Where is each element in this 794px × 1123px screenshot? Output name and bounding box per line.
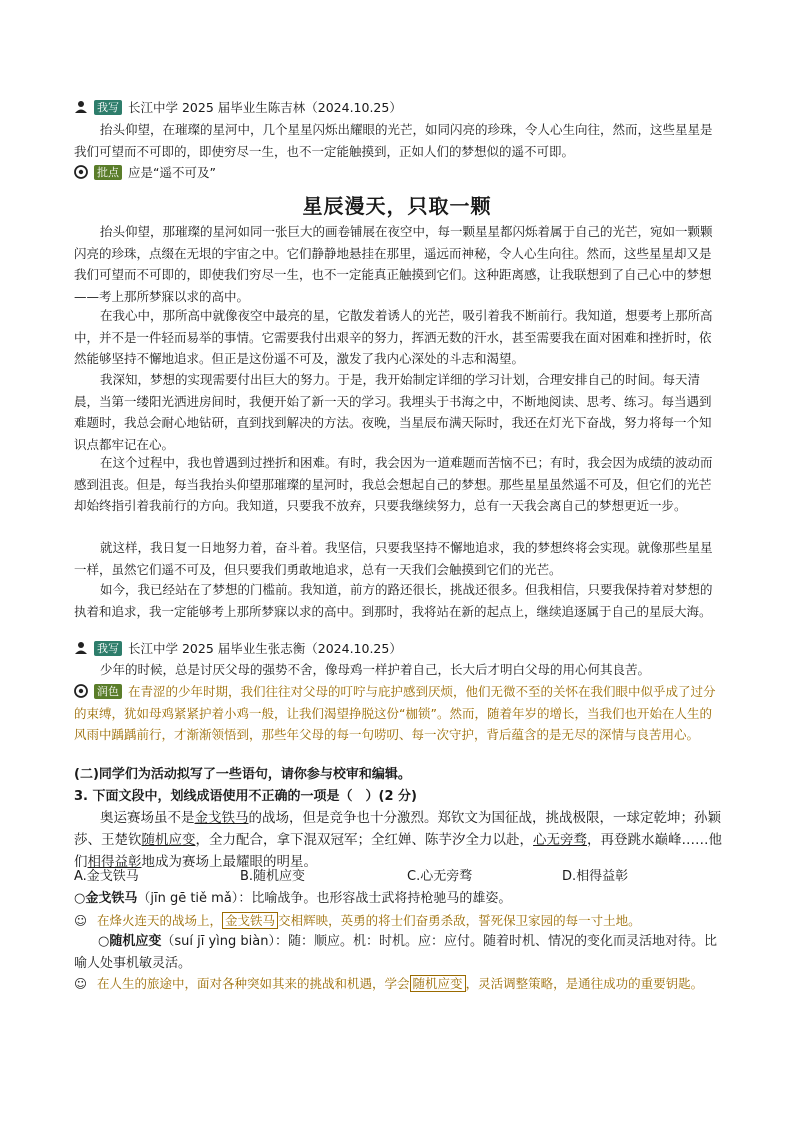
sample1-text: 抬头仰望，在璀璨的星河中，几个星星闪烁出耀眼的光芒，如同闪亮的珍珠，令人心生向往，然而，这些星星是我们可望而不可即的，即使穷尽一生，也不一定能触摸到，正如人们的梦想似的遥不可即。: [74, 122, 713, 159]
sample1-note-tag: 批点: [94, 165, 122, 180]
underlined-idiom: 随机应变: [141, 832, 196, 848]
sample1-note-text: 应是“遥不可及”: [128, 165, 216, 180]
essay-paragraph: 如今，我已经站在了梦想的门槛前。我知道，前方的路还很长，挑战还很多。但我相信，只要我保持着对梦想的执着和追求，我一定能够考上那所梦寐以求的高中。到那时，我将站在新的起点上，继续追逐属于自己的星辰大海。: [74, 582, 713, 619]
writer-icon: [74, 641, 88, 655]
sample1-tag: 我写: [94, 100, 122, 115]
passage-text: ，全力配合，拿下混双冠军；全红婵、陈芋汐全力以赴，: [195, 832, 533, 848]
question-passage: [74, 807, 722, 873]
passage-text: ，再登跳水巅峰……他们: [74, 832, 722, 870]
example-text: 在人生的旅途中，面对各种突如其来的挑战和机遇，学会: [97, 976, 410, 991]
option-b[interactable]: B.随机应变: [240, 869, 306, 884]
option-c[interactable]: C.心无旁骛: [407, 869, 473, 884]
underlined-idiom: 金戈铁马: [194, 810, 249, 826]
sample2-header: [74, 638, 722, 659]
entry-definition: ：比喻战争。也形容战士武将持枪驰马的雄姿。: [238, 891, 512, 906]
sample2-note: [74, 681, 722, 746]
entry-term: 金戈铁马: [85, 891, 138, 906]
example-text: 交相辉映，英勇的将士们奋勇杀敌，誓死保卫家园的每一寸土地。: [278, 913, 641, 928]
target-icon: [74, 684, 88, 698]
writer-icon: [74, 100, 88, 114]
circle-bullet-icon: ○: [74, 891, 86, 906]
question-stem: 3. 下面文段中，划线成语使用不正确的一项是（ ）(2 分): [74, 789, 417, 804]
essay-title: 星辰漫天，只取一颗: [302, 194, 492, 218]
essay-paragraph: 在这个过程中，我也曾遇到过挫折和困难。有时，我会因为一道难题而苦恼不已；有时，我会因为成绩的波动而感到沮丧。但是，每当我抬头仰望那璀璨的星河时，我总会想起自己的梦想。那些星星虽然遥不可及，但它们的光芒却始终指引着我前行的方向。我知道，只要我不放弃，只要我继续努力，总有一天我会离自己的梦想更近一步。: [74, 455, 713, 513]
passage-text: 的战场，但是竞争也十分激烈。郑钦文为国征战，挑战极限，一球定乾坤；孙颖莎、王楚钦: [74, 810, 721, 848]
sample1-header: [74, 97, 722, 118]
smiley-icon: ☺: [74, 913, 88, 928]
sample1-note: [74, 162, 722, 183]
entry-pinyin: （suí jī yìng biàn）: [161, 934, 275, 949]
essay-paragraph: 我深知，梦想的实现需要付出巨大的努力。于是，我开始制定详细的学习计划，合理安排自己的时间。每天清晨，当第一缕阳光洒进房间时，我便开始了新一天的学习。我埋头于书海之中，不断地阅读、思考、练习。每当遇到难题时，我总会耐心地钻研，直到找到解决的方法。夜晚，当星辰布满天际时，我还在灯光下奋战，努力将每一个知识点都牢记在心。: [74, 372, 712, 452]
entry-pinyin: （jīn gē tiě mǎ）: [137, 891, 239, 906]
underlined-idiom: 相得益彰: [87, 854, 142, 870]
option-a[interactable]: A.金戈铁马: [74, 869, 139, 884]
target-icon: [74, 165, 88, 179]
sample2-note-text: 在青涩的少年时期，我们往往对父母的叮咛与庇护感到厌烦，他们无微不至的关怀在我们眼中似乎成了过分的束缚，犹如母鸡紧紧护着小鸡一般，让我们渴望挣脱这份“枷锁”。然而，随着年岁的增长，当我们也开始在人生的风雨中踽踽前行，才渐渐领悟到，那些年父母的每一句唠叨、每一次守护，背后蕴含的是无尽的深情与良苦用心。: [74, 684, 716, 742]
example-2: [74, 973, 722, 995]
section-heading: (二)同学们为活动拟写了一些语句，请你参与校审和编辑。: [74, 767, 411, 782]
boxed-idiom: 金戈铁马: [222, 912, 278, 929]
entry-definition: ：随：顺应。机：时机。应：应付。随着时机、情况的变化而灵活地对待。比喻人处事机敏灵活。: [74, 934, 717, 971]
sample2-author: 长江中学 2025 届毕业生张志衡（2024.10.25）: [128, 641, 402, 656]
sample2-note-tag: 润色: [94, 684, 122, 699]
entry-term: 随机应变: [109, 934, 162, 949]
essay-paragraph: 就这样，我日复一日地努力着，奋斗着。我坚信，只要我坚持不懈地追求，我的梦想终将会实现。就像那些星星一样，虽然它们遥不可及，但只要我们勇敢地追求，总有一天我们会触摸到它们的光芒。: [74, 540, 713, 577]
example-text: ，灵活调整策略，是通往成功的重要钥匙。: [465, 976, 704, 991]
sample2-text: 少年的时候，总是讨厌父母的强势不舍，像母鸡一样护着自己，长大后才明白父母的用心何其良苦。: [100, 662, 651, 677]
sample1-author: 长江中学 2025 届毕业生陈吉林（2024.10.25）: [128, 100, 402, 115]
boxed-idiom: 随机应变: [410, 975, 466, 992]
essay-paragraph: 在我心中，那所高中就像夜空中最亮的星，它散发着诱人的光芒，吸引着我不断前行。我知道，想要考上那所高中，并不是一件轻而易举的事情。它需要我付出艰辛的努力，挥洒无数的汗水，甚至需要我在面对困难和挫折时，依然能够坚持不懈地追求。但正是这份遥不可及，激发了我内心深处的斗志和渴望。: [74, 308, 713, 366]
smiley-icon: ☺: [74, 976, 88, 991]
option-d[interactable]: D.相得益彰: [562, 869, 629, 884]
underlined-idiom: 心无旁骛: [533, 832, 587, 848]
essay-paragraph: 抬头仰望，那璀璨的星河如同一张巨大的画卷铺展在夜空中，每一颗星星都闪烁着属于自己的光芒，宛如一颗颗闪亮的珍珠，点缀在无垠的宇宙之中。它们静静地悬挂在那里，遥远而神秘，令人心生向往。然而，这些星星却又是我们可望而不可即的，即使我们穷尽一生，也不一定能真正触摸到它们。这种距离感，让我联想到了自己心中的梦想——考上那所梦寐以求的高中。: [74, 224, 713, 304]
sample2-tag: 我写: [94, 641, 122, 656]
entry-1: [74, 888, 722, 909]
passage-text: 奥运赛场虽不是: [100, 810, 195, 826]
passage-text: 地成为赛场上最耀眼的明星。: [141, 854, 317, 870]
entry-2: [74, 931, 722, 975]
example-text: 在烽火连天的战场上，: [97, 913, 223, 928]
circle-bullet-icon: ○: [98, 934, 110, 949]
example-1: [74, 910, 722, 931]
